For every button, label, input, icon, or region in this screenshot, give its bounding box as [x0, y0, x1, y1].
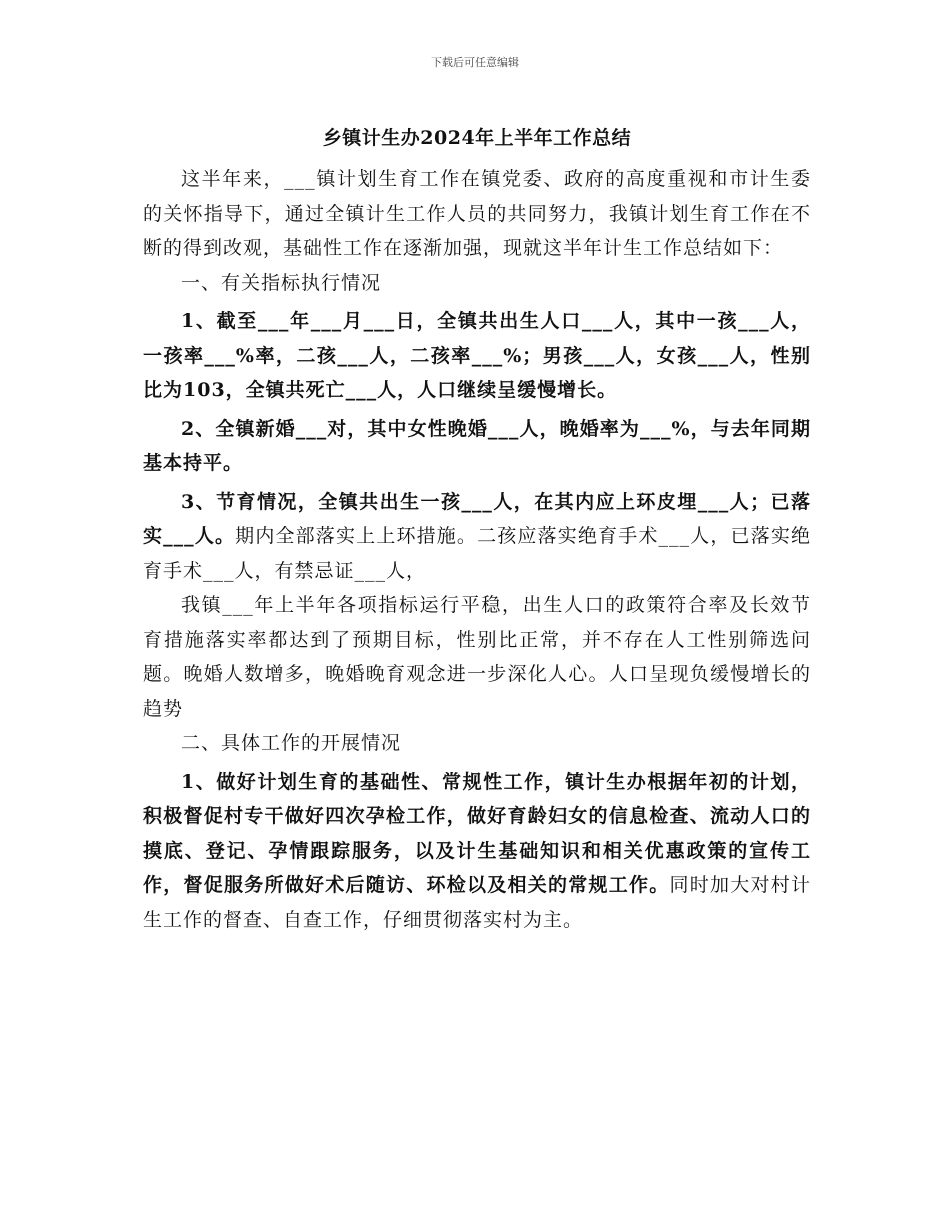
section-heading-work: 二、具体工作的开展情况: [181, 732, 402, 754]
section-heading-indicators: 一、有关指标执行情况: [181, 271, 382, 294]
item-basic-work-bold: 1、做好计划生育的基础性、常规性工作，镇计生办根据年初的计划，积极督促村专干做好四次孕检工作，做好育龄妇女的信息检查、流动人口的摸底、登记、孕情跟踪服务，以及计生基础知识和相关优惠政策的宣传工作，督促服务所做好术后随访、环检以及相关的常规工作。: [143, 770, 811, 896]
item-basic-work: [143, 765, 811, 938]
intro-paragraph: 这半年来，___镇计划生育工作在镇党委、政府的高度重视和市计生委的关怀指导下，通过全镇计生工作人员的共同努力，我镇计划生育工作在不断的得到改观，基础性工作在逐渐加强，现就这半年计生工作总结如下：: [143, 168, 811, 259]
item-birth-statistics: 1、截至___年___月___日，全镇共出生人口___人，其中一孩___人，一孩率___%率，二孩___人，二孩率___%；男孩___人，女孩___人，性别比为103，全镇共死亡___人，人口继续呈缓慢增长。: [143, 310, 811, 401]
item-marriage-statistics: 2、全镇新婚___对，其中女性晚婚___人，晚婚率为___%，与去年同期基本持平。: [143, 417, 811, 474]
item-contraception-bold: 3、节育情况，全镇共出生一孩___人，在其内应上环皮埋___人；已落实___人。: [143, 490, 811, 547]
document-body: [143, 124, 811, 937]
item-contraception: [143, 485, 811, 589]
item-basic-work-normal: 同时加大对村计生工作的督查、自查工作，仔细贯彻落实村为主。: [143, 874, 811, 931]
item-contraception-normal: 期内全部落实上上环措施。二孩应落实绝育手术___人，已落实绝育手术___人，有禁忌证___人，: [143, 525, 811, 582]
document-title: 乡镇计生办2024年上半年工作总结: [322, 127, 632, 149]
page-header-note: 下载后可任意编辑: [431, 56, 519, 69]
summary-paragraph: 我镇___年上半年各项指标运行平稳，出生人口的政策符合率及长效节育措施落实率都达到了预期目标，性别比正常，并不存在人工性别筛选问题。晚婚人数增多，晚婚晚育观念进一步深化人心。人口呈现负缓慢增长的趋势: [143, 594, 811, 720]
